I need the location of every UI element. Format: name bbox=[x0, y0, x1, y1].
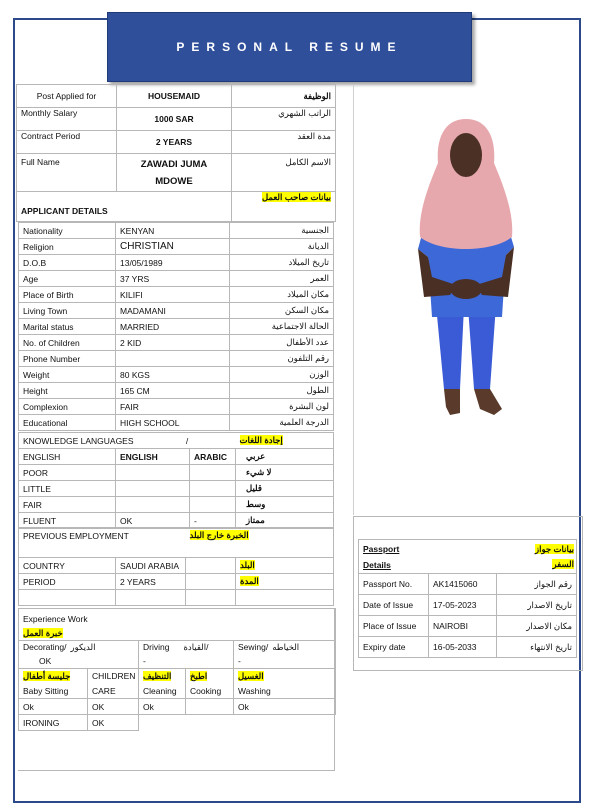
salary-label: Monthly Salary bbox=[17, 108, 117, 131]
details-row bbox=[19, 351, 334, 367]
detail-label: No. of Children bbox=[19, 335, 116, 351]
country-value: SAUDI ARABIA bbox=[116, 558, 186, 574]
detail-label: Religion bbox=[19, 239, 116, 255]
languages-ar: إجادة اللغات bbox=[239, 435, 283, 445]
passport-label: Passport No. bbox=[359, 574, 429, 595]
detail-ar: مكان الميلاد bbox=[230, 287, 334, 303]
passport-value: 16-05-2033 bbox=[429, 637, 497, 658]
skill-value: OK bbox=[88, 699, 139, 715]
driving-cell bbox=[139, 641, 234, 655]
languages-header: KNOWLEDGE LANGUAGES bbox=[23, 435, 134, 446]
detail-value: 2 KID bbox=[116, 335, 230, 351]
passport-label: Date of Issue bbox=[359, 595, 429, 616]
passport-ar: تاريخ الاصدار bbox=[497, 595, 577, 616]
top-table bbox=[16, 84, 336, 222]
detail-value bbox=[116, 351, 230, 367]
lang-col-ar-cell bbox=[236, 449, 334, 465]
name-ar: الاسم الكامل bbox=[232, 154, 336, 192]
detail-label: Nationality bbox=[19, 223, 116, 239]
sewing-cell bbox=[234, 641, 336, 655]
decor-cell bbox=[19, 641, 139, 655]
blank-row-d bbox=[236, 590, 334, 606]
detail-value: MARRIED bbox=[116, 319, 230, 335]
applicant-photo bbox=[410, 117, 522, 417]
period-ar-cell bbox=[236, 574, 334, 590]
name-value: ZAWADI JUMA MDOWE bbox=[117, 154, 232, 192]
lang-arabic bbox=[190, 497, 236, 513]
detail-label: Marital status bbox=[19, 319, 116, 335]
detail-ar: الدرجة العلمية bbox=[230, 415, 334, 431]
detail-ar: مكان السكن bbox=[230, 303, 334, 319]
skills-row bbox=[19, 684, 336, 699]
contract-ar: مدة العقد bbox=[232, 131, 336, 154]
skill-value: Ok bbox=[234, 699, 336, 715]
details-row bbox=[19, 271, 334, 287]
lang-arabic bbox=[190, 481, 236, 497]
period-ar: المدة bbox=[240, 576, 259, 586]
detail-label: Educational bbox=[19, 415, 116, 431]
employment-header: PREVIOUS EMPLOYMENT bbox=[19, 528, 186, 558]
skill-ar: اطبخ bbox=[190, 670, 208, 681]
lang-ar: لا شيء bbox=[246, 467, 272, 477]
decor-label: Decorating/ bbox=[23, 642, 67, 653]
lang-ar-cell bbox=[236, 465, 334, 481]
details-table bbox=[18, 222, 334, 431]
salary-value: 1000 SAR bbox=[117, 108, 232, 131]
lang-arabic: - bbox=[190, 513, 236, 529]
details-row bbox=[19, 319, 334, 335]
skill-value: Ok bbox=[139, 699, 186, 715]
detail-value: 165 CM bbox=[116, 383, 230, 399]
details-row bbox=[19, 255, 334, 271]
ironing-label: IRONING bbox=[19, 715, 88, 731]
period-value: 2 YEARS bbox=[116, 574, 186, 590]
detail-value: CHRISTIAN bbox=[116, 239, 230, 255]
experience-box-right bbox=[334, 608, 335, 771]
ironing-blank-b bbox=[186, 715, 234, 731]
lang-col2: ENGLISH bbox=[116, 449, 190, 465]
name-label: Full Name bbox=[17, 154, 117, 192]
details-row bbox=[19, 287, 334, 303]
period-label: PERIOD bbox=[19, 574, 116, 590]
passport-row bbox=[359, 595, 577, 616]
lang-level: LITTLE bbox=[19, 481, 116, 497]
lang-ar-cell bbox=[236, 481, 334, 497]
lang-ar: ممتاز bbox=[246, 515, 265, 525]
passport-value: NAIROBI bbox=[429, 616, 497, 637]
country-blank bbox=[186, 558, 236, 574]
skill-ar-cell bbox=[88, 669, 139, 684]
details-row bbox=[19, 415, 334, 431]
details-row bbox=[19, 335, 334, 351]
skill-label: CARE bbox=[88, 684, 139, 699]
lang-col-ar: عربي bbox=[246, 451, 266, 461]
detail-label: Height bbox=[19, 383, 116, 399]
contract-label: Contract Period bbox=[17, 131, 117, 154]
sewing-label: Sewing/ bbox=[238, 642, 269, 653]
detail-ar: الوزن bbox=[230, 367, 334, 383]
detail-value: KILIFI bbox=[116, 287, 230, 303]
passport-title: Passport bbox=[363, 543, 400, 554]
employment-ar-cell bbox=[186, 528, 334, 558]
details-row bbox=[19, 303, 334, 319]
resume-title: PERSONAL RESUME bbox=[107, 12, 472, 82]
lang-col1: ENGLISH bbox=[19, 449, 116, 465]
detail-value: 37 YRS bbox=[116, 271, 230, 287]
detail-value: 80 KGS bbox=[116, 367, 230, 383]
blank-row-b bbox=[116, 590, 186, 606]
lang-english: OK bbox=[116, 513, 190, 529]
skill-value bbox=[186, 699, 234, 715]
period-blank bbox=[186, 574, 236, 590]
detail-value: FAIR bbox=[116, 399, 230, 415]
experience-ar: خبرة العمل bbox=[23, 628, 63, 638]
skill-ar: التنظيف bbox=[143, 670, 172, 681]
lang-english bbox=[116, 497, 190, 513]
skill-ar-cell bbox=[139, 669, 186, 684]
experience-header: Experience Work bbox=[23, 614, 88, 624]
skill-ar-cell bbox=[186, 669, 234, 684]
country-ar: البلد bbox=[240, 560, 255, 570]
passport-row bbox=[359, 637, 577, 658]
detail-label: Age bbox=[19, 271, 116, 287]
passport-ar-cell bbox=[497, 540, 577, 574]
applicant-blank bbox=[117, 192, 232, 222]
passport-table bbox=[358, 539, 577, 658]
driving-label: Driving bbox=[143, 642, 170, 653]
applicant-ar: بيانات صاحب العمل bbox=[261, 192, 331, 202]
lang-ar: وسط bbox=[246, 499, 266, 509]
employment-ar: الخبرة خارج البلد bbox=[189, 530, 249, 540]
skill-label: Baby Sitting bbox=[19, 684, 88, 699]
detail-value: MADAMANI bbox=[116, 303, 230, 319]
passport-ar2: السفر bbox=[552, 558, 574, 569]
skill-value: Ok bbox=[19, 699, 88, 715]
lang-level: FAIR bbox=[19, 497, 116, 513]
driving-ar: القيادة/ bbox=[183, 642, 209, 653]
details-row bbox=[19, 239, 334, 255]
skill-label: Washing bbox=[234, 684, 336, 699]
languages-table bbox=[18, 432, 334, 529]
ironing-blank-a bbox=[139, 715, 186, 731]
passport-row bbox=[359, 574, 577, 595]
skill-ar: الغسيل bbox=[238, 670, 264, 681]
country-label: COUNTRY bbox=[19, 558, 116, 574]
detail-label: Complexion bbox=[19, 399, 116, 415]
passport-row bbox=[359, 616, 577, 637]
passport-value: 17-05-2023 bbox=[429, 595, 497, 616]
detail-label: D.O.B bbox=[19, 255, 116, 271]
contract-value: 2 YEARS bbox=[117, 131, 232, 154]
passport-ar: مكان الاصدار bbox=[497, 616, 577, 637]
lang-level: POOR bbox=[19, 465, 116, 481]
passport-ar: رقم الجواز bbox=[497, 574, 577, 595]
passport-label: Place of Issue bbox=[359, 616, 429, 637]
post-value: HOUSEMAID bbox=[117, 85, 232, 108]
detail-value: 13/05/1989 bbox=[116, 255, 230, 271]
detail-ar: العمر bbox=[230, 271, 334, 287]
lang-english bbox=[116, 481, 190, 497]
skill-label: Cooking bbox=[186, 684, 234, 699]
details-row bbox=[19, 383, 334, 399]
employment-table bbox=[18, 527, 334, 606]
lang-english bbox=[116, 465, 190, 481]
lang-arabic bbox=[190, 465, 236, 481]
sewing-value: - bbox=[234, 655, 336, 669]
applicant-ar-cell bbox=[232, 192, 336, 222]
blank-row-c bbox=[186, 590, 236, 606]
ironing-value: OK bbox=[88, 715, 139, 731]
passport-ar: تاريخ الانتهاء bbox=[497, 637, 577, 658]
ironing-blank-c bbox=[234, 715, 336, 731]
post-label: Post Applied for bbox=[17, 85, 117, 108]
passport-value: AK1415060 bbox=[429, 574, 497, 595]
skill-ar-cell bbox=[19, 669, 88, 684]
detail-label: Place of Birth bbox=[19, 287, 116, 303]
detail-label: Weight bbox=[19, 367, 116, 383]
detail-ar: الجنسية bbox=[230, 223, 334, 239]
passport-title-cell bbox=[359, 540, 429, 574]
lang-ar: قليل bbox=[246, 483, 262, 493]
experience-header-cell bbox=[19, 609, 336, 641]
details-row bbox=[19, 367, 334, 383]
decor-value: OK bbox=[19, 655, 139, 669]
lang-row bbox=[19, 497, 334, 513]
languages-slash: / bbox=[185, 435, 189, 446]
lang-row bbox=[19, 481, 334, 497]
column-divider bbox=[353, 85, 354, 515]
driving-value: - bbox=[139, 655, 234, 669]
decor-ar: الديكور bbox=[70, 642, 96, 653]
detail-ar: تاريخ الميلاد bbox=[230, 255, 334, 271]
experience-box-bottom bbox=[18, 770, 335, 771]
passport-ar1: بيانات جواز bbox=[535, 543, 574, 554]
lang-ar-cell bbox=[236, 497, 334, 513]
detail-ar: الطول bbox=[230, 383, 334, 399]
detail-value: HIGH SCHOOL bbox=[116, 415, 230, 431]
lang-row bbox=[19, 465, 334, 481]
experience-table bbox=[18, 608, 336, 731]
passport-title2: Details bbox=[363, 559, 391, 570]
lang-level: FLUENT bbox=[19, 513, 116, 529]
salary-ar: الراتب الشهري bbox=[232, 108, 336, 131]
detail-ar: الديانة bbox=[230, 239, 334, 255]
passport-title-blank bbox=[429, 540, 497, 574]
detail-ar: رقم التلفون bbox=[230, 351, 334, 367]
detail-ar: عدد الأطفال bbox=[230, 335, 334, 351]
details-row bbox=[19, 399, 334, 415]
details-row bbox=[19, 223, 334, 239]
detail-label: Living Town bbox=[19, 303, 116, 319]
detail-ar: لون البشرة bbox=[230, 399, 334, 415]
languages-ar-cell bbox=[236, 433, 334, 449]
country-ar-cell bbox=[236, 558, 334, 574]
languages-header-cell bbox=[19, 433, 236, 449]
detail-ar: الحالة الاجتماعية bbox=[230, 319, 334, 335]
post-ar: الوظيفة bbox=[232, 85, 336, 108]
detail-label: Phone Number bbox=[19, 351, 116, 367]
applicant-label: APPLICANT DETAILS bbox=[17, 192, 117, 222]
skills-value-row bbox=[19, 699, 336, 715]
skill-ar: جليسة أطفال bbox=[23, 670, 71, 681]
skill-top: CHILDREN bbox=[92, 671, 136, 682]
skill-label: Cleaning bbox=[139, 684, 186, 699]
passport-label: Expiry date bbox=[359, 637, 429, 658]
lang-col3: ARABIC bbox=[190, 449, 236, 465]
detail-value: KENYAN bbox=[116, 223, 230, 239]
skills-ar-row bbox=[19, 669, 336, 684]
sewing-ar: الخياطه bbox=[272, 642, 300, 653]
blank-row-a bbox=[19, 590, 116, 606]
skill-ar-cell bbox=[234, 669, 336, 684]
